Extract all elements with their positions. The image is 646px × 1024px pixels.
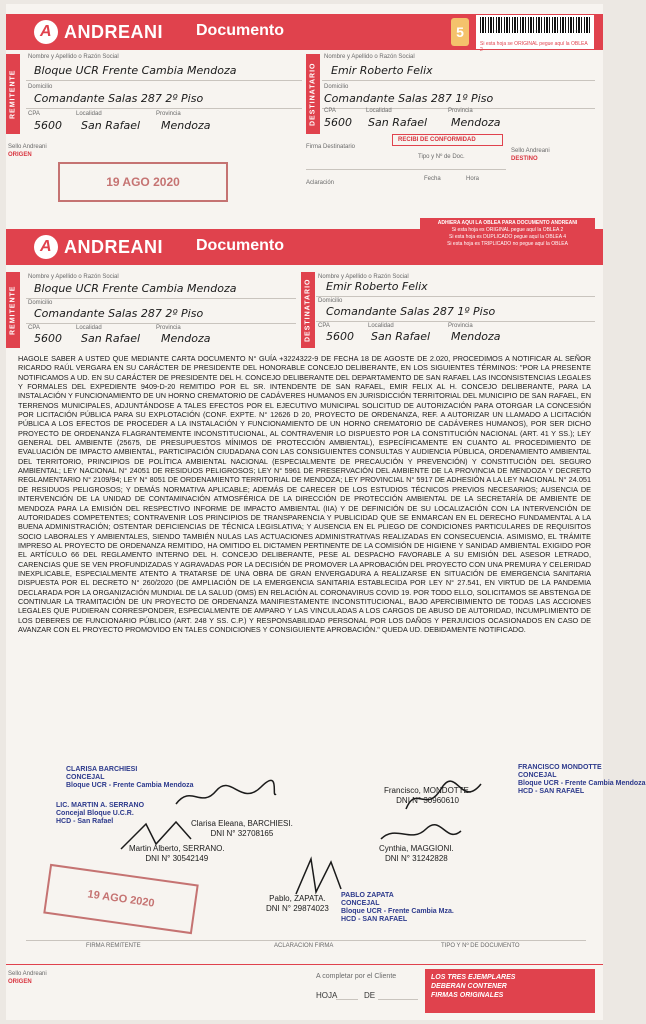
sticker-number: 5 <box>451 18 469 46</box>
tipo-doc-label: Tipo y Nº de Doc. <box>418 154 465 160</box>
footer <box>6 964 603 1020</box>
localidad-label-2: Localidad <box>76 325 102 331</box>
origen-label: ORIGEN <box>8 152 32 158</box>
dest-localidad-label: Localidad <box>366 108 392 114</box>
remitente-name-2: Bloque UCR Frente Cambia Mendoza <box>34 282 237 295</box>
document-page <box>6 4 646 1020</box>
andreani-logo-icon: A <box>34 20 58 44</box>
sello-destino-label: Sello Andreani <box>511 148 550 154</box>
doc-title-2: Documento <box>196 237 284 254</box>
remitente-cpa-2: 5600 <box>34 332 62 345</box>
aclaracion-firma-label: ACLARACION FIRMA <box>274 943 334 949</box>
signer-mondotte: Francisco, MONDOTTE. DNI N° 30960610 <box>384 786 472 805</box>
oblea-line-1: Si esta hoja es ORIGINAL pegue aquí la OBLEA 2 <box>451 227 564 233</box>
dest-cpa-label-2: CPA <box>318 323 330 329</box>
firma-remitente-label: FIRMA REMITENTE <box>86 943 141 949</box>
destinatario-side-label: DESTINATARIO <box>306 54 320 134</box>
dest-localidad-label-2: Localidad <box>368 323 394 329</box>
remitente-provincia: Mendoza <box>161 119 211 132</box>
hora-label: Hora <box>466 176 480 182</box>
barcode-number: +3224324-3 <box>547 33 590 41</box>
de-label: DE <box>364 991 376 1000</box>
destinatario-provincia: Mendoza <box>451 116 501 129</box>
signer-serrano: Martin Alberto, SERRANO. DNI N° 30542149 <box>129 844 225 863</box>
signature-barchiesi <box>171 779 281 814</box>
destinatario-address: Comandante Salas 287 1º Piso <box>324 92 494 105</box>
recibi-label: RECIBI DE CONFORMIDAD <box>398 137 476 143</box>
destinatario-address-2: Comandante Salas 287 1º Piso <box>326 305 496 318</box>
seal-barchiesi: CLARISA BARCHIESI CONCEJAL Bloque UCR - Frente Cambia Mendoza <box>66 766 194 789</box>
oblea-box <box>420 218 595 254</box>
doc-title: Documento <box>196 22 284 39</box>
signer-zapata: Pablo, ZAPATA. DNI N° 29874023 <box>266 894 329 913</box>
signer-barchiesi: Clarisa Eleana, BARCHIESI. DNI N° 32708165 <box>191 819 293 838</box>
footer-origen-label: ORIGEN <box>8 979 32 985</box>
barcode-sub: Si esta hoja se ORIGINAL pegue aquí la OBLEA 2 <box>480 41 588 53</box>
brand-logo <box>34 20 163 44</box>
barcode-label <box>475 14 595 53</box>
remitente-localidad: San Rafael <box>81 119 141 132</box>
footer-notice: LOS TRES EJEMPLARES DEBERAN CONTENER FIRMAS ORIGINALES <box>425 969 595 1013</box>
dest-cpa-label: CPA <box>324 108 336 114</box>
top-header <box>6 14 603 53</box>
barcode-icon <box>480 17 590 33</box>
brand-name-2: ANDREANI <box>64 236 164 257</box>
dest-provincia-label-2: Provincia <box>448 323 473 329</box>
dest-name-label-2: Nombre y Apellido o Razón Social <box>318 274 409 280</box>
destinatario-localidad: San Rafael <box>368 116 428 129</box>
localidad-label: Localidad <box>76 111 102 117</box>
firma-destinatario-label: Firma Destinatario <box>306 144 356 150</box>
destinatario-provincia-2: Mendoza <box>451 330 501 343</box>
oblea-line-2: Si esta hoja es DUPLICADO pegue aquí la OBLEA 4 <box>448 234 566 240</box>
tipo-doc-bottom-label: TIPO Y Nº DE DOCUMENTO <box>441 943 520 949</box>
name-label: Nombre y Apellido o Razón Social <box>28 54 119 60</box>
remitente-name: Bloque UCR Frente Cambia Mendoza <box>34 64 237 77</box>
remitente-address: Comandante Salas 287 2º Piso <box>34 92 204 105</box>
remitente-provincia-2: Mendoza <box>161 332 211 345</box>
provincia-label: Provincia <box>156 111 181 117</box>
destinatario-cpa-2: 5600 <box>326 330 354 343</box>
cpa-label: CPA <box>28 111 40 117</box>
andreani-logo-icon: A <box>34 235 58 259</box>
dest-provincia-label: Provincia <box>448 108 473 114</box>
remitente-address-2: Comandante Salas 287 2º Piso <box>34 307 204 320</box>
oblea-line-3: Si esta hoja es TRIPLICADO no pegue aquí la OBLEA <box>447 241 568 247</box>
completar-label: A completar por el Cliente <box>316 973 397 980</box>
sello-label: Sello Andreani <box>8 144 47 150</box>
seal-serrano: LIC. MARTIN A. SERRANO Concejal Bloque U.C.R. HCD - San Rafael <box>56 802 145 825</box>
domicilio-label-2: Domicilio <box>28 300 53 306</box>
date-stamp-bottom: 19 AGO 2020 <box>43 864 198 934</box>
destinatario-side-label-2: DESTINATARIO <box>301 272 315 348</box>
brand-logo-2 <box>34 235 163 259</box>
cpa-label-2: CPA <box>28 325 40 331</box>
domicilio-label: Domicilio <box>28 84 53 90</box>
oblea-title: ADHIERA AQUI LA OBLEA PARA DOCUMENTO ANDREANI <box>437 220 578 226</box>
provincia-label-2: Provincia <box>156 325 181 331</box>
footer-sello-label: Sello Andreani <box>8 971 47 977</box>
signature-zapata <box>286 854 346 899</box>
seal-zapata: PABLO ZAPATA CONCEJAL Bloque UCR - Frente Cambia Mza. HCD - SAN RAFAEL <box>341 892 454 923</box>
destinatario-name-2: Emir Roberto Felix <box>326 280 428 293</box>
remitente-side-label: REMITENTE <box>6 54 20 134</box>
signer-maggioni: Cynthia, MAGGIONI. DNI N° 31242828 <box>379 844 454 863</box>
name-label-2: Nombre y Apellido o Razón Social <box>28 274 119 280</box>
dest-name-label: Nombre y Apellido o Razón Social <box>324 54 415 60</box>
dest-domicilio-label: Domicilio <box>324 84 349 90</box>
brand-name: ANDREANI <box>64 21 164 42</box>
hoja-label: HOJA <box>316 991 338 1000</box>
seal-mondotte: FRANCISCO MONDOTTE CONCEJAL Bloque UCR - Frente Cambia Mendoza HCD - SAN RAFAEL <box>518 764 646 795</box>
notification-body: HAGOLE SABER A USTED QUE MEDIANTE CARTA DOCUMENTO N° GUÍA +3224322-9 DE FECHA 18 DE AGOSTE DE 2.020, PROCEDIMOS A NOTIFICAR AL SEÑOR RICARDO RAÚL VERGARA EN SU CARÁCTER DE PRESIDENTE DEL HONORABLE CONCEJO DELIBERANTE, EN LOS SIGUIENTES TÉRMINOS: "POR LA PRESENTE NOTIFICAMOS A UD. EN SU CARÁCTER DE PRESIDENTE DEL H. CONCEJO DELIBERANTE DEL DEPARTAMENTO DE SAN RAFAEL LAS INCONSISTENCIAS LEGALES Y FORMALES DEL EXPEDIENTE 9409-D-20 REMITIDO POR EL SR. INTENDENTE DE SAN RAFAEL, EMIR FELIX AL H. CONCEJO DELIBERANTE, PARA LA INSTALACIÓN Y FUNCIONAMIENTO DE UN HORNO CREMATORIO DE CADÁVERES HUMANOS EN JURISDICCIÓN TERRITORIAL DEL MUNICIPIO DE SAN RAFAEL, EN TERRENOS MUNICIPALES, ADJUNTÁNDOSE A TALES EFECTOS POR EL EJECUTIVO MUNICIPAL SOLICITUD DE AUTORIZACIÓN PARA OTORGAR LA CONCESIÓN POR LICITACIÓN PÚBLICA PARA SU EXPLOTACIÓN (CONF. EXPTE. N° 12626 D 20, PROYECTO DE ORDENANZA, REF. A AUTORIZAR UN LLAMADO A LICITACIÓN PÚBLICA A LOS EFECTOS DE PROCEDER A LA INSTALACIÓN Y FUNCIONAMIENTO DE UN HORNO CREMATORIO DE CADÁVERES HUMANOS), POR SER DICHO PROYECTO DE ORDENANZA FLAGRANTEMENTE INCONSTITUCIONAL, AL CONTRAVENIR LO DISPUESTO POR LA CONSTITUCIÓN NACIONAL (ART. 41 Y SS.); LEY GENERAL DEL AMBIENTE (25675, DE PRESUPUESTOS MÍNIMOS DE PROTECCIÓN AMBIENTAL), ESPECÍFICAMENTE EN CUANTO AL PROCEDIMIENTO DE EVALUACIÓN DE IMPACTO AMBIENTAL, PARTICIPACIÓN CIUDADANA CON LAS CONSIGUIENTES CONSULTAS Y AUDIENCIA PÚBLICA, ORDENAMIENTO AMBIENTAL DEL TERRITORIO, PRINCIPIOS DE POLÍTICA AMBIENTAL NACIONAL (ESPECIALMENTE DE PRECAUCIÓN Y PREVENCIÓN) Y CONSTITUCIÓN DEL SEGURO AMBIENTAL; LEY NACIONAL N° 24051 DE RESIDUOS PELIGROSOS; LEY N° 5961 DE PRESERVACIÓN DEL AMBIENTE DE LA PROVINCIA DE MENDOZA Y DECRETO REGLAMENTARIO N° 2109/94; LEY N° 8051 DE ORDENAMIENTO TERRITORIAL DE MENDOZA; LEY PROVINCIAL N° 5917 DE ADHESIÓN A LA LEY NACIONAL N° 24.051 DE RESIDUOS PELIGROSOS; Y DEMÁS NORMATIVA APLICABLE; ADEMÁS DE CARECER DE LOS ESTUDIOS TÉCNICOS PREVIOS NECESARIOS; AUSENCIA DE INTERVENCIÓN DE LA UNIDAD DE CONTAMINACIÓN ATMOSFÉRICA DE LA DIRECCIÓN DE PROTECCIÓN AMBIENTAL DE LA SECRETARÍA DE AMBIENTE DE MENDOZA PARA LA EMISIÓN DEL RESPECTIVO INFORME DE IMPACTO AMBIENTAL (IIA) Y DE DEFINICIÓN DE SU LOCALIZACIÓN CON LA INTERVENCIÓN DE AUTORIDADES COMPETENTES; CONTRAVENIR LOS PRINCIPIOS DE TRANSPARENCIA Y PUBLICIDAD QUE SE ENMARCAN EN EL DERECHO FUNDAMENTAL A LA BUENA ADMINISTRACIÓN; OSTENTAR DEFICIENCIAS DE TÉCNICA LEGISLATIVA; Y AUSENCIA EN EL PLIEGO DE CONDICIONES PARTICULARES DE REQUISITOS SOCIO LABORALES Y AMBIENTALES, SIENDO TAMBIÉN NULAS LAS ACTUACIONES ADMINISTRATIVAS REALIZADAS EN CONSECUENCIA. ASIMISMO, EL TRÁMITE IMPRESO AL PROYECTO DE ORDENANZA REMITIDO, HA OMITIDO EL DICTAMEN PERTINENTE DE LA COMISIÓN DE HIGIENE Y SANIDAD AMBIENTAL EXIGIDO POR EL ARTÍCULO 66 DEL REGLAMENTO INTERNO DEL H. CONCEJO DELIBERANTE, PESE AL DESPACHO FAVORABLE A SU EMISIÓN DEL ASESOR LETRADO, CARENCIAS QUE SE VEN PROFUNDIZADAS Y AGRAVADAS POR LA DECISIÓN DE PROMOVER LA APROBACIÓN DEL PROYECTO CON UNA PREMURA Y CELERIDAD INEXPLICABLE, ESPECIALMENTE ATENTO A TRATARSE DE UNA OBRA DE GRAN ENVERGADURA A REALIZARSE EN SITUACIÓN DE EMERGENCIA SANITARIA DISPUESTA POR EL DECRETO N° 260/2020 (DE AMPLIACIÓN DE LA EMERGENCIA SANITARIA ESTABLECIDA POR LEY N° 27.541, EN VIRTUD DE LA PANDEMIA DECLARADA POR LA ORGANIZACIÓN MUNDIAL DE LA SALUD (OMS) EN RELACIÓN AL CORONAVIRUS COVID 19. POR TODO ELLO, SOLICITAMOS SE ABSTENGA DE CONTINUAR LA TRAMITACIÓN DE UN PROYECTO DE ORDENANZA MANIFIESTAMENTE INCONSTITUCIONAL, BAJO APERCIBIMIENTO DE TODAS LAS ACCIONES LEGALES QUE PUDIERAN CORRESPONDER, ESPECIALMENTE DE AMPARO Y LAS VINCULADAS A LOS CARGOS DE ABUSO DE AUTORIDAD, INCUMPLIMIENTO DE LOS DEBERES DE FUNCIONARIO PÚBLICO (ART. 248 Y SS. C.P.) Y RESPONSABILIDAD PERSONAL POR LOS DAÑOS Y PERJUICIOS OCASIONADOS EN CASO DE AVANZAR CON EL PROYECTO PROMOVIDO EN TALES CONDICIONES Y CONSIGUIENTE APROBACIÓN." QUEDA UD. DEBIDAMENTE NOTIFICADO. <box>18 354 591 634</box>
aclaracion-label: Aclaración <box>306 180 335 186</box>
fecha-label: Fecha <box>424 176 441 182</box>
dest-domicilio-label-2: Domicilio <box>318 298 343 304</box>
remitente-side-label-2: REMITENTE <box>6 272 20 348</box>
date-stamp-top: 19 AGO 2020 <box>58 162 228 202</box>
remitente-localidad-2: San Rafael <box>81 332 141 345</box>
remitente-cpa: 5600 <box>34 119 62 132</box>
destinatario-name: Emir Roberto Felix <box>331 64 433 77</box>
destino-label: DESTINO <box>511 156 538 162</box>
destinatario-cpa: 5600 <box>324 116 352 129</box>
destinatario-localidad-2: San Rafael <box>371 330 431 343</box>
